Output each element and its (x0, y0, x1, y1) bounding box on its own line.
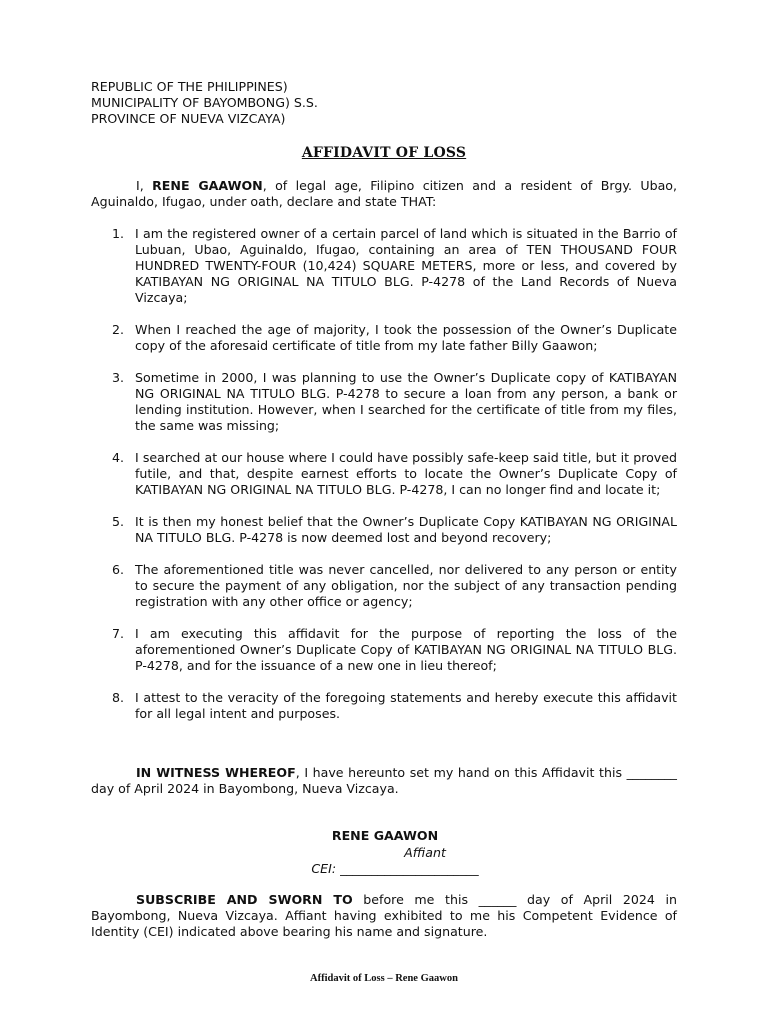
statement-item (91, 514, 677, 546)
witness-text: , I have hereunto set my hand on this Affidavit this ________ day of April 2024 in Bayombong, Nueva Vizcaya. (91, 765, 677, 796)
statement-text: I am the registered owner of a certain parcel of land which is situated in the Barrio of Lubuan, Ubao, Aguinaldo, Ifugao, containing an area of TEN THOUSAND FOUR HUNDRED TWENTY-FOUR (10,424) SQUARE METERS, more or less, and covered by KATIBAYAN NG ORIGINAL NA TITULO BLG. P-4278 of the Land Records of Nueva Vizcaya; (135, 226, 677, 305)
caption-line-province: PROVINCE OF NUEVA VIZCAYA) (91, 111, 286, 126)
intro-prefix: I, (136, 178, 153, 193)
statement-text: I attest to the veracity of the foregoing statements and hereby execute this affidavit for all legal intent and purposes. (135, 690, 677, 721)
statement-number: 5. (112, 514, 125, 529)
witness-heading: IN WITNESS WHEREOF (136, 765, 296, 780)
jurat-heading: SUBSCRIBE AND SWORN TO (136, 892, 353, 907)
statement-text: Sometime in 2000, I was planning to use the Owner’s Duplicate copy of KATIBAYAN NG ORIGINAL NA TITULO BLG. P-4278 to secure a loan from any person, a bank or lending institution. However, when I searched for the certificate of title from my files, the same was missing; (135, 370, 677, 433)
statement-number: 6. (112, 562, 125, 577)
statement-text: The aforementioned title was never cancelled, nor delivered to any person or entity to secure the payment of any obligation, nor the subject of any transaction pending registration with any other office or agency; (135, 562, 677, 609)
statement-item (91, 370, 677, 434)
statement-number: 3. (112, 370, 125, 385)
statement-number: 2. (112, 322, 125, 337)
statement-item (91, 626, 677, 674)
statement-item (91, 450, 677, 498)
statement-item (91, 690, 677, 722)
jurisdiction-caption (91, 79, 491, 127)
statement-text: I searched at our house where I could have possibly safe-keep said title, but it proved futile, and that, despite earnest efforts to locate the Owner’s Duplicate Copy of KATIBAYAN NG ORIGINAL NA TITULO BLG. P-4278, I can no longer find and locate it; (135, 450, 677, 497)
page-footer: Affidavit of Loss – Rene Gaawon (310, 973, 458, 984)
jurat-text: before me this ______ day of April 2024 in Bayombong, Nueva Vizcaya. Affiant having exhibited to me his Competent Evidence of Identity (CEI) indicated above bearing his name and signature. (91, 892, 677, 939)
document-title: AFFIDAVIT OF LOSS (301, 145, 467, 161)
statement-text: It is then my honest belief that the Owner’s Duplicate Copy KATIBAYAN NG ORIGINAL NA TITULO BLG. P-4278 is now deemed lost and beyond recovery; (135, 514, 677, 545)
statement-item (91, 322, 677, 354)
statement-number: 7. (112, 626, 125, 641)
statement-list (91, 226, 677, 722)
affiant-name-inline: RENE GAAWON (152, 178, 263, 193)
intro-text: , of legal age, Filipino citizen and a resident of Brgy. Ubao, Aguinaldo, Ifugao, under oath, declare and state THAT: (91, 178, 677, 209)
caption-line-republic: REPUBLIC OF THE PHILIPPINES) (91, 79, 288, 94)
statement-number: 4. (112, 450, 125, 465)
statement-item (91, 226, 677, 306)
signature-role: Affiant (404, 845, 446, 860)
statement-text: When I reached the age of majority, I took the possession of the Owner’s Duplicate copy of the aforesaid certificate of title from my late father Billy Gaawon; (135, 322, 677, 353)
statement-item (91, 562, 677, 610)
signature-name: RENE GAAWON (331, 828, 439, 843)
statement-number: 1. (112, 226, 125, 241)
intro-paragraph (91, 178, 677, 210)
witness-paragraph (91, 765, 677, 797)
statement-text: I am executing this affidavit for the purpose of reporting the loss of the aforementioned Owner’s Duplicate Copy of KATIBAYAN NG ORIGINAL NA TITULO BLG. P-4278, and for the issuance of a new one in lieu thereof; (135, 626, 677, 673)
signature-cei-line: CEI: ______________________ (311, 861, 479, 876)
jurat-paragraph (91, 892, 677, 940)
statement-number: 8. (112, 690, 125, 705)
caption-line-municipality: MUNICIPALITY OF BAYOMBONG) S.S. (91, 95, 318, 110)
